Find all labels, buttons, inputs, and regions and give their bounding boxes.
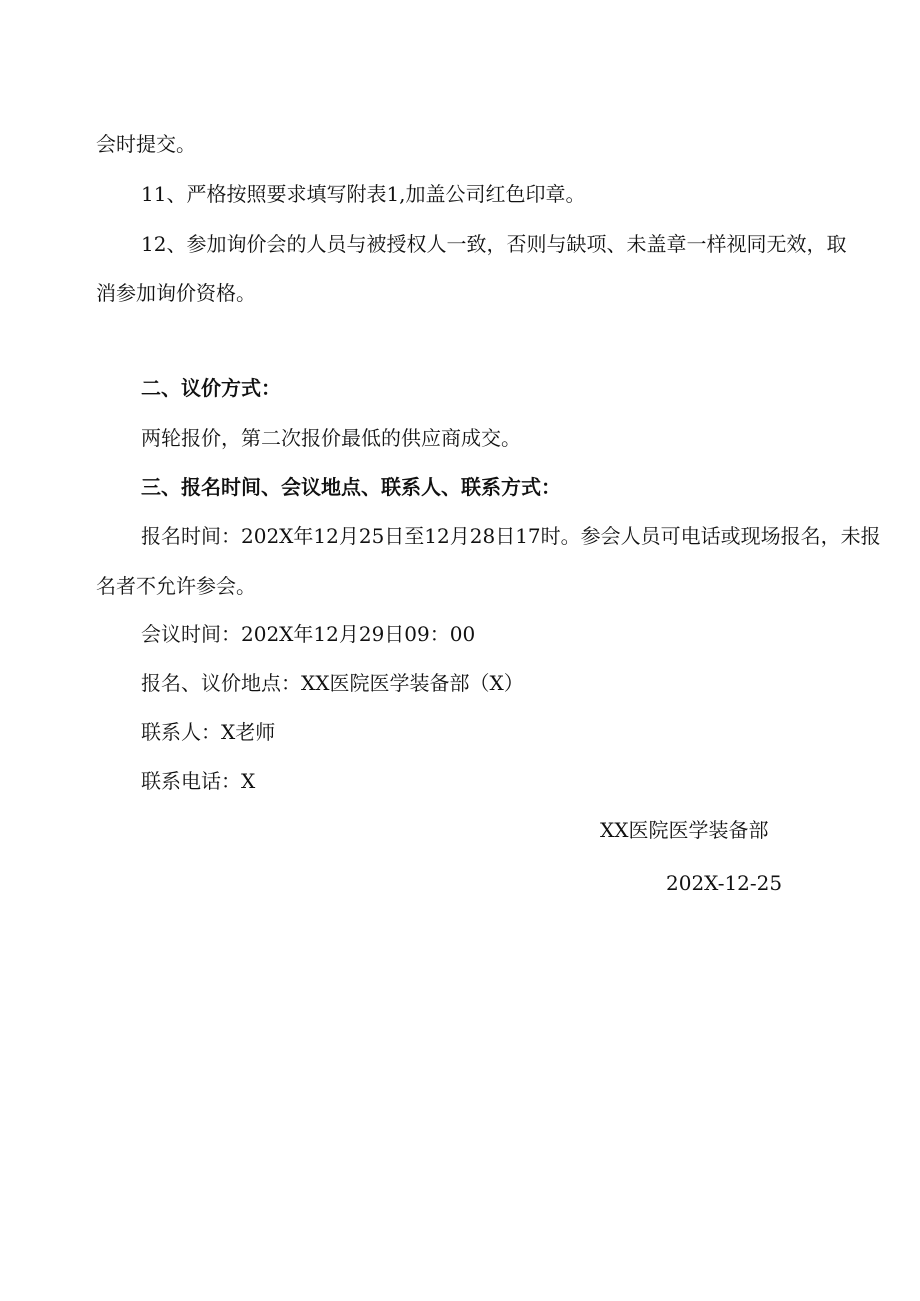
paragraph-continuation: 会时提交。 bbox=[96, 132, 196, 156]
item-12-line2: 消参加询价资格。 bbox=[96, 281, 256, 305]
registration-time-line2: 名者不允许参会。 bbox=[96, 574, 256, 598]
item-11: 11、严格按照要求填写附表1,加盖公司红色印章。 bbox=[141, 182, 586, 206]
signature-date: 202X-12-25 bbox=[666, 871, 783, 895]
meeting-time: 会议时间：202X年12月29日09：00 bbox=[141, 622, 476, 646]
section2-body: 两轮报价，第二次报价最低的供应商成交。 bbox=[141, 426, 521, 450]
meeting-location: 报名、议价地点：XX医院医学装备部（X） bbox=[141, 671, 524, 695]
registration-time-line1: 报名时间：202X年12月25日至12月28日17时。参会人员可电话或现场报名，未报 bbox=[141, 524, 881, 548]
contact-phone: 联系电话：X bbox=[141, 769, 256, 793]
contact-person: 联系人：X老师 bbox=[141, 720, 276, 744]
item-12-line1: 12、参加询价会的人员与被授权人一致，否则与缺项、未盖章一样视同无效，取 bbox=[141, 232, 847, 256]
section2-heading: 二、议价方式： bbox=[141, 376, 281, 400]
signature-department: XX医院医学装备部 bbox=[600, 818, 769, 842]
section3-heading: 三、报名时间、会议地点、联系人、联系方式： bbox=[141, 475, 561, 499]
